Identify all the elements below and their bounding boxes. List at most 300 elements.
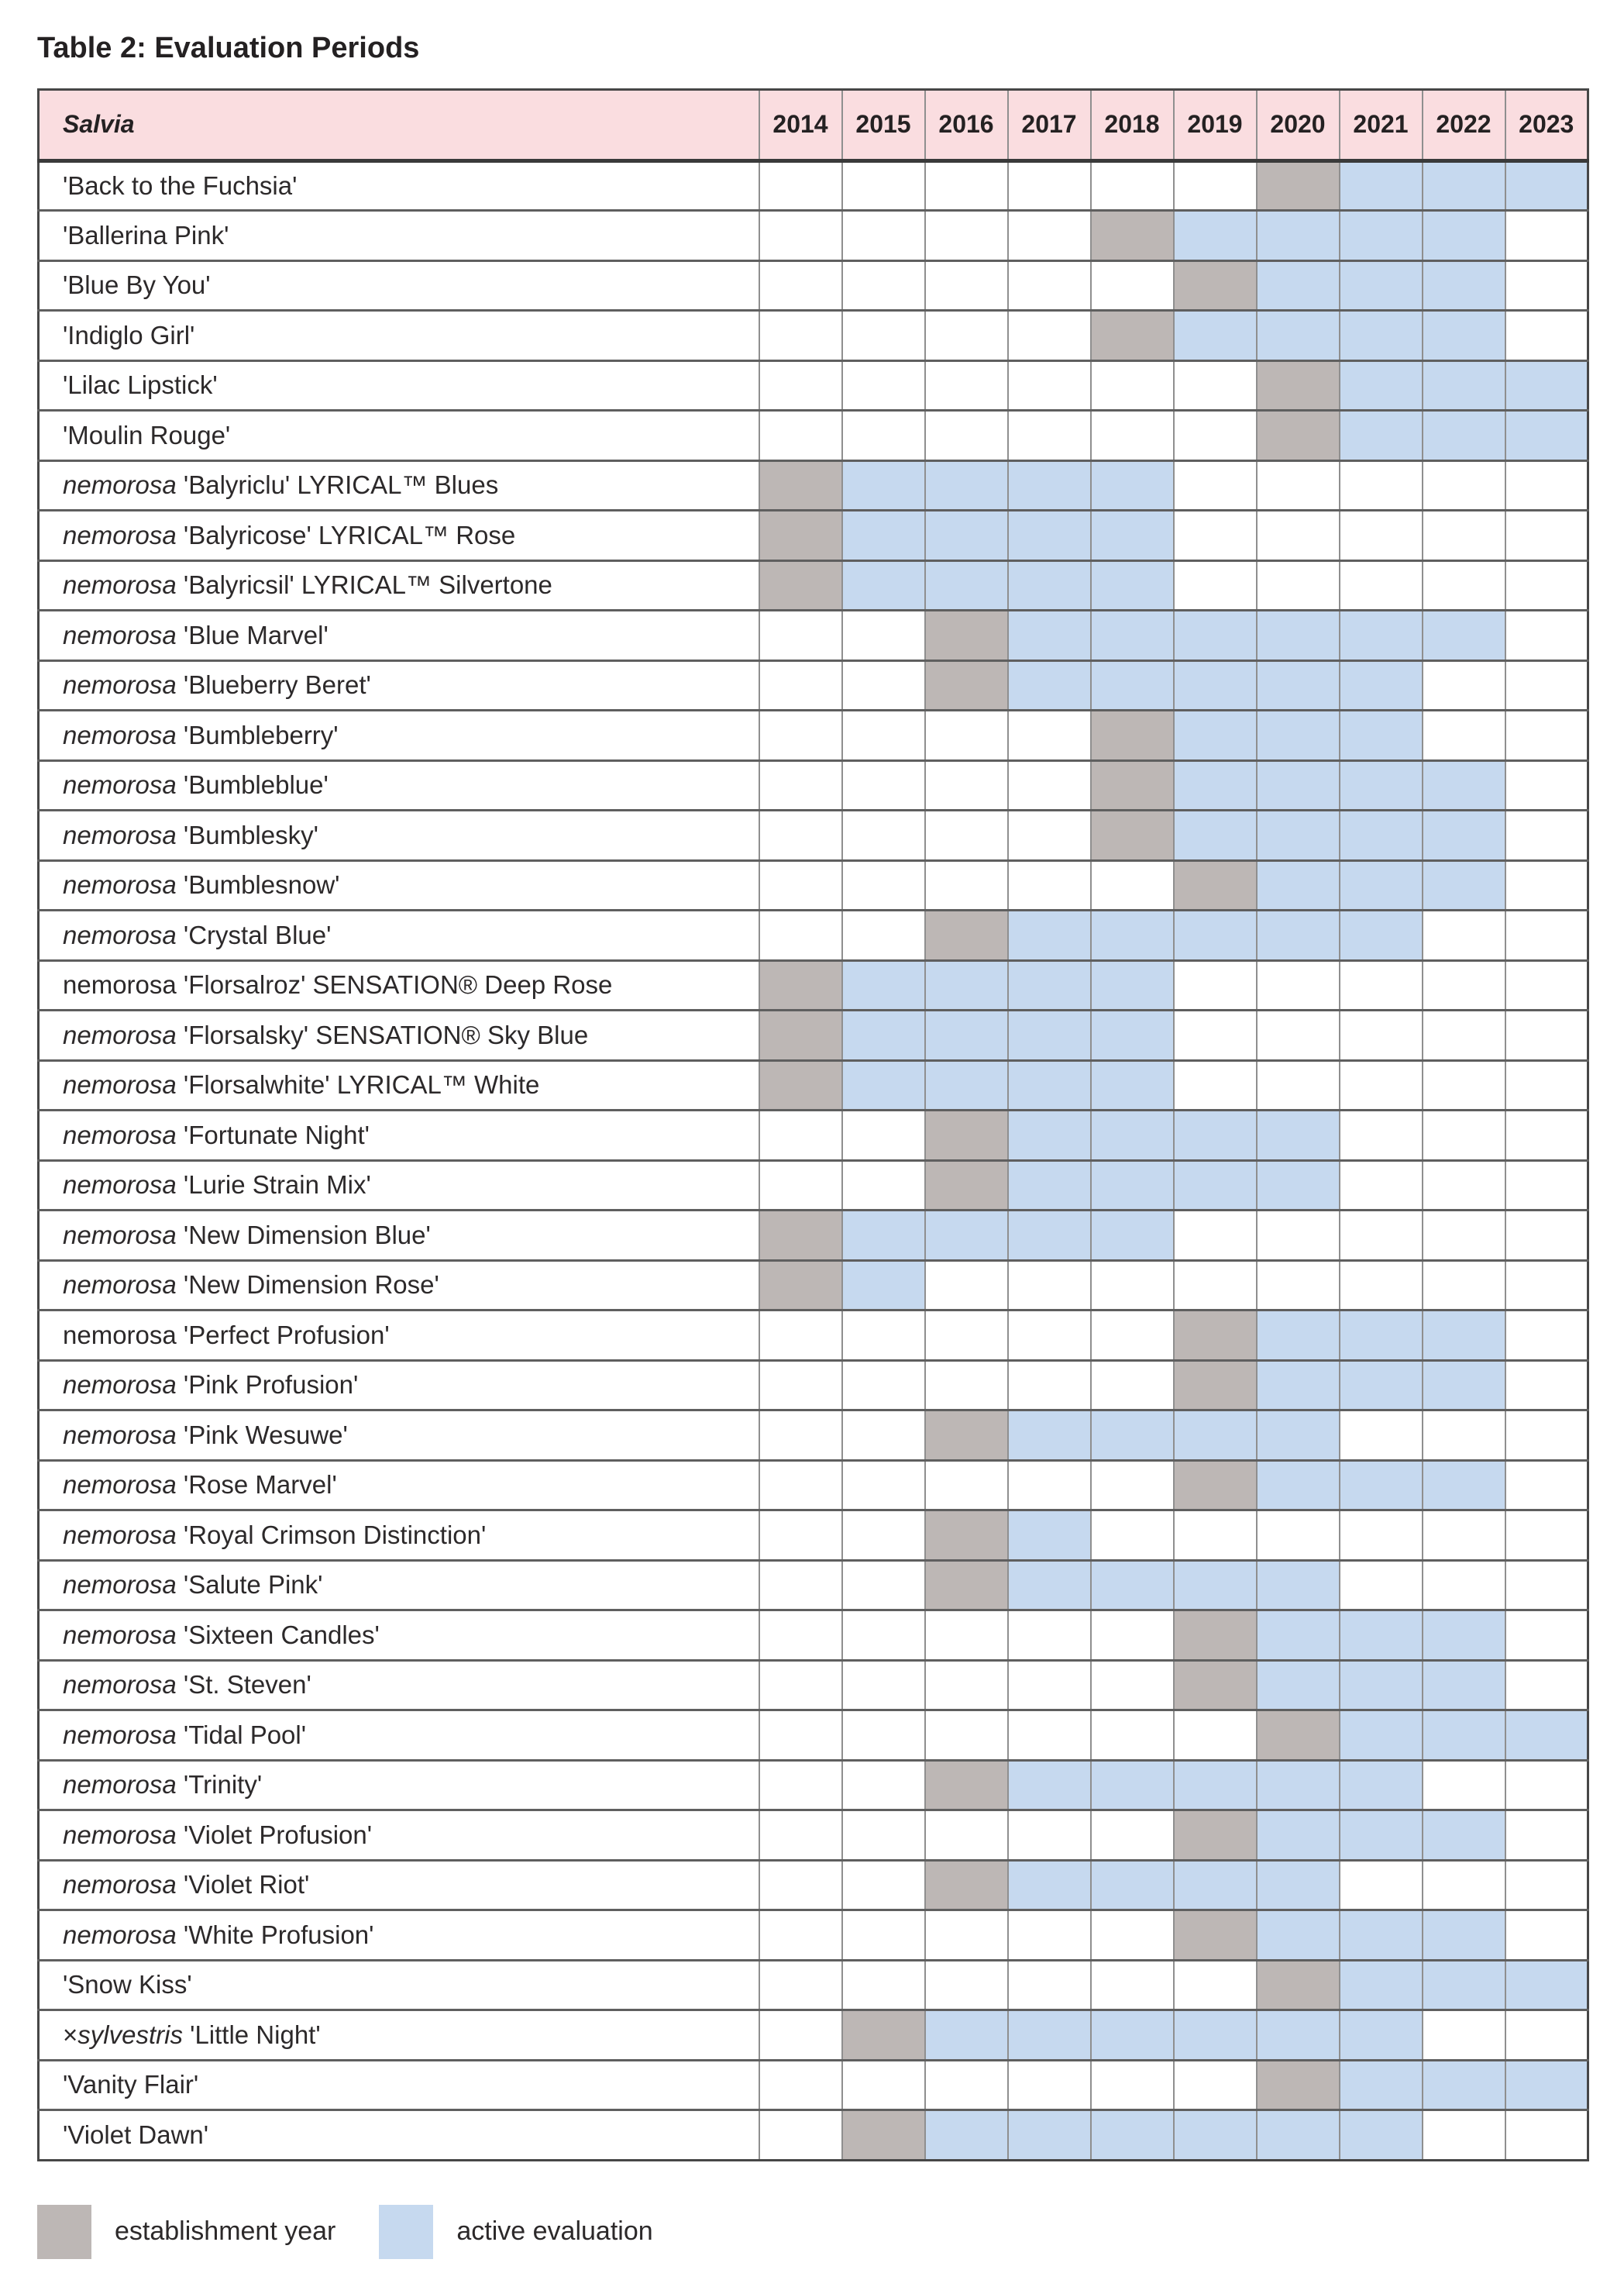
- year-cell-empty: [842, 611, 925, 661]
- year-cell-empty: [1505, 1660, 1588, 1710]
- year-cell-empty: [1505, 1410, 1588, 1461]
- cultivar-text: 'Pink Wesuwe': [176, 1420, 348, 1449]
- year-cell-evaluation: [1008, 1111, 1091, 1161]
- cultivar-name: [39, 1910, 759, 1961]
- year-cell-empty: [842, 1460, 925, 1510]
- year-cell-empty: [1505, 1510, 1588, 1561]
- year-cell-evaluation: [1257, 1610, 1340, 1661]
- year-cell-empty: [1505, 1211, 1588, 1261]
- year-cell-empty: [1008, 1710, 1091, 1761]
- year-cell-evaluation: [1091, 1560, 1174, 1610]
- year-cell-establishment: [759, 460, 842, 511]
- cultivar-text: 'Lurie Strain Mix': [176, 1170, 371, 1200]
- year-cell-evaluation: [842, 511, 925, 561]
- year-cell-empty: [1505, 1760, 1588, 1810]
- year-cell-evaluation: [1340, 1760, 1423, 1810]
- cultivar-text: 'Back to the Fuchsia': [63, 170, 298, 200]
- cultivar-text: 'Florsalsky' SENSATION® Sky Blue: [176, 1020, 589, 1049]
- year-cell-evaluation: [1340, 2010, 1423, 2061]
- year-column-header-2014: 2014: [759, 89, 842, 160]
- year-cell-empty: [1423, 1510, 1505, 1561]
- year-cell-establishment: [842, 2010, 925, 2061]
- year-cell-evaluation: [1174, 211, 1257, 261]
- year-cell-evaluation: [1174, 1560, 1257, 1610]
- year-cell-empty: [1423, 2010, 1505, 2061]
- cultivar-text: 'Trinity': [176, 1770, 263, 1800]
- year-cell-empty: [842, 911, 925, 961]
- year-cell-empty: [842, 660, 925, 711]
- year-cell-empty: [759, 760, 842, 811]
- table-row: [39, 660, 1588, 711]
- year-cell-empty: [1423, 711, 1505, 761]
- year-cell-evaluation: [1091, 1860, 1174, 1910]
- year-cell-empty: [842, 211, 925, 261]
- year-cell-empty: [1257, 960, 1340, 1011]
- year-cell-empty: [759, 211, 842, 261]
- cultivar-text: 'Indiglo Girl': [63, 320, 195, 350]
- year-cell-empty: [1008, 760, 1091, 811]
- year-cell-empty: [1340, 1260, 1423, 1310]
- table-row: [39, 1360, 1588, 1410]
- cultivar-text: 'Violet Profusion': [176, 1820, 373, 1849]
- year-cell-establishment: [1091, 760, 1174, 811]
- cultivar-text: 'Blueberry Beret': [176, 670, 371, 700]
- cultivar-text: nemorosa 'Perfect Profusion': [63, 1320, 390, 1349]
- year-cell-empty: [842, 860, 925, 911]
- year-cell-evaluation: [1174, 760, 1257, 811]
- year-cell-evaluation: [1257, 760, 1340, 811]
- year-cell-evaluation: [1008, 1011, 1091, 1061]
- cultivar-name: [39, 1011, 759, 1061]
- species-name: nemorosa: [63, 1520, 177, 1549]
- year-cell-evaluation: [1340, 611, 1423, 661]
- year-cell-empty: [1008, 1460, 1091, 1510]
- year-cell-evaluation: [1423, 1810, 1505, 1861]
- year-cell-evaluation: [1257, 1410, 1340, 1461]
- year-column-header-2018: 2018: [1091, 89, 1174, 160]
- species-name: sylvestris: [77, 2020, 183, 2049]
- year-cell-empty: [759, 1960, 842, 2010]
- year-cell-empty: [1340, 960, 1423, 1011]
- year-cell-empty: [1174, 1060, 1257, 1111]
- year-cell-evaluation: [1340, 1710, 1423, 1761]
- year-cell-empty: [1008, 1360, 1091, 1410]
- year-cell-empty: [1423, 1760, 1505, 1810]
- year-cell-evaluation: [1008, 2110, 1091, 2161]
- year-cell-establishment: [759, 1011, 842, 1061]
- year-cell-empty: [1505, 211, 1588, 261]
- cultivar-name: [39, 1060, 759, 1111]
- year-cell-empty: [925, 1260, 1008, 1310]
- year-cell-establishment: [1174, 1610, 1257, 1661]
- year-column-header-2021: 2021: [1340, 89, 1423, 160]
- year-cell-empty: [759, 711, 842, 761]
- year-cell-empty: [1505, 311, 1588, 361]
- year-cell-empty: [925, 211, 1008, 261]
- species-name: nemorosa: [63, 1470, 177, 1500]
- year-cell-empty: [842, 1360, 925, 1410]
- year-cell-evaluation: [925, 2110, 1008, 2161]
- year-cell-evaluation: [1008, 1160, 1091, 1211]
- year-cell-empty: [842, 2060, 925, 2110]
- cultivar-text: 'Moulin Rouge': [63, 420, 231, 449]
- year-cell-evaluation: [1008, 660, 1091, 711]
- cultivar-text: 'Violet Riot': [176, 1870, 310, 1899]
- year-cell-empty: [1008, 260, 1091, 311]
- year-cell-empty: [759, 2060, 842, 2110]
- year-cell-empty: [1423, 1111, 1505, 1161]
- year-cell-evaluation: [1091, 960, 1174, 1011]
- table-row: [39, 260, 1588, 311]
- table-row: [39, 1410, 1588, 1461]
- year-cell-evaluation: [1008, 1060, 1091, 1111]
- year-cell-establishment: [1091, 711, 1174, 761]
- year-cell-establishment: [1257, 1960, 1340, 2010]
- cultivar-name: [39, 2110, 759, 2161]
- year-cell-empty: [759, 811, 842, 861]
- year-cell-evaluation: [1008, 460, 1091, 511]
- year-cell-evaluation: [1340, 411, 1423, 461]
- cultivar-name: [39, 1960, 759, 2010]
- year-cell-empty: [1257, 460, 1340, 511]
- year-column-header-2023: 2023: [1505, 89, 1588, 160]
- year-cell-evaluation: [1091, 511, 1174, 561]
- year-cell-empty: [1091, 1510, 1174, 1561]
- year-cell-empty: [759, 2110, 842, 2161]
- year-cell-establishment: [925, 1860, 1008, 1910]
- year-cell-evaluation: [925, 2010, 1008, 2061]
- year-cell-empty: [1091, 1660, 1174, 1710]
- cultivar-name: [39, 1111, 759, 1161]
- year-cell-empty: [759, 1410, 842, 1461]
- table-row: [39, 1710, 1588, 1761]
- year-cell-evaluation: [1423, 1610, 1505, 1661]
- year-cell-evaluation: [1257, 211, 1340, 261]
- year-cell-empty: [842, 1960, 925, 2010]
- species-name: nemorosa: [63, 820, 177, 849]
- year-cell-evaluation: [1008, 1860, 1091, 1910]
- year-cell-empty: [925, 1960, 1008, 2010]
- year-cell-evaluation: [1340, 2060, 1423, 2110]
- year-cell-empty: [1008, 811, 1091, 861]
- cultivar-text: 'Pink Profusion': [176, 1370, 359, 1400]
- year-cell-empty: [1505, 1111, 1588, 1161]
- species-name: nemorosa: [63, 1620, 177, 1649]
- year-cell-empty: [1008, 160, 1091, 211]
- year-cell-empty: [759, 1760, 842, 1810]
- year-cell-empty: [1174, 1260, 1257, 1310]
- cultivar-text: 'Sixteen Candles': [176, 1620, 380, 1649]
- legend-item-evaluation: [379, 2205, 652, 2259]
- year-cell-empty: [1008, 1910, 1091, 1961]
- year-cell-empty: [842, 711, 925, 761]
- cultivar-name: [39, 1760, 759, 1810]
- cultivar-name: [39, 1860, 759, 1910]
- year-cell-evaluation: [842, 1211, 925, 1261]
- year-cell-establishment: [925, 1760, 1008, 1810]
- cultivar-name: [39, 1310, 759, 1361]
- year-cell-evaluation: [1505, 160, 1588, 211]
- species-name: nemorosa: [63, 1120, 177, 1149]
- year-cell-evaluation: [1257, 860, 1340, 911]
- year-cell-empty: [759, 311, 842, 361]
- year-cell-establishment: [1174, 1310, 1257, 1361]
- cultivar-name: [39, 1560, 759, 1610]
- year-cell-empty: [1008, 860, 1091, 911]
- year-cell-empty: [1340, 1011, 1423, 1061]
- year-cell-establishment: [1257, 411, 1340, 461]
- table-row: [39, 1910, 1588, 1961]
- year-cell-empty: [925, 411, 1008, 461]
- year-cell-empty: [1257, 1260, 1340, 1310]
- cultivar-text: 'Salute Pink': [176, 1570, 323, 1600]
- year-cell-empty: [1423, 1410, 1505, 1461]
- year-cell-evaluation: [1340, 860, 1423, 911]
- year-cell-empty: [1423, 1260, 1505, 1310]
- year-cell-empty: [1505, 511, 1588, 561]
- cultivar-text: 'Florsalwhite' LYRICAL™ White: [176, 1070, 540, 1100]
- year-cell-evaluation: [1257, 811, 1340, 861]
- cultivar-name: [39, 1810, 759, 1861]
- year-cell-evaluation: [1423, 211, 1505, 261]
- table-row: [39, 311, 1588, 361]
- year-cell-empty: [1340, 1510, 1423, 1561]
- year-cell-empty: [1340, 1111, 1423, 1161]
- year-cell-empty: [759, 1710, 842, 1761]
- year-cell-evaluation: [925, 1060, 1008, 1111]
- year-cell-evaluation: [1423, 1460, 1505, 1510]
- year-cell-empty: [1505, 1011, 1588, 1061]
- year-cell-evaluation: [1423, 1360, 1505, 1410]
- year-cell-evaluation: [1423, 860, 1505, 911]
- year-cell-establishment: [1257, 2060, 1340, 2110]
- year-cell-evaluation: [925, 1011, 1008, 1061]
- cultivar-text: 'Royal Crimson Distinction': [176, 1520, 487, 1549]
- species-name: nemorosa: [63, 1920, 177, 1949]
- year-cell-establishment: [1174, 860, 1257, 911]
- year-cell-empty: [759, 1610, 842, 1661]
- year-cell-empty: [759, 1310, 842, 1361]
- cultivar-text: 'Balyriclu' LYRICAL™ Blues: [176, 470, 499, 500]
- year-cell-evaluation: [1091, 2010, 1174, 2061]
- year-cell-establishment: [925, 1111, 1008, 1161]
- species-name: nemorosa: [63, 870, 177, 900]
- year-cell-empty: [1008, 311, 1091, 361]
- year-cell-evaluation: [1340, 1660, 1423, 1710]
- year-cell-empty: [1423, 460, 1505, 511]
- year-cell-empty: [842, 1660, 925, 1710]
- cultivar-text: 'Little Night': [182, 2020, 321, 2049]
- year-cell-empty: [925, 1310, 1008, 1361]
- table-row: [39, 860, 1588, 911]
- year-cell-empty: [1174, 411, 1257, 461]
- year-cell-evaluation: [1257, 311, 1340, 361]
- year-cell-evaluation: [1423, 760, 1505, 811]
- cultivar-name: [39, 2010, 759, 2061]
- year-cell-empty: [925, 760, 1008, 811]
- species-name: nemorosa: [63, 770, 177, 800]
- year-cell-evaluation: [1257, 1560, 1340, 1610]
- species-name: nemorosa: [63, 1670, 177, 1700]
- year-cell-evaluation: [925, 511, 1008, 561]
- table-body: [39, 160, 1588, 2160]
- table-row: [39, 2110, 1588, 2161]
- year-cell-empty: [1423, 1160, 1505, 1211]
- year-cell-empty: [1008, 411, 1091, 461]
- year-cell-empty: [1174, 1960, 1257, 2010]
- year-cell-evaluation: [1423, 260, 1505, 311]
- year-cell-evaluation: [1340, 760, 1423, 811]
- year-cell-empty: [842, 1560, 925, 1610]
- year-cell-empty: [925, 360, 1008, 411]
- year-cell-evaluation: [1257, 1310, 1340, 1361]
- year-cell-empty: [842, 1610, 925, 1661]
- cultivar-text: 'Violet Dawn': [63, 2120, 209, 2149]
- year-cell-establishment: [759, 1060, 842, 1111]
- cultivar-name: [39, 160, 759, 211]
- cultivar-name: [39, 711, 759, 761]
- cultivar-text: 'Ballerina Pink': [63, 220, 229, 250]
- year-cell-evaluation: [1257, 911, 1340, 961]
- year-cell-empty: [925, 860, 1008, 911]
- table-row: [39, 1860, 1588, 1910]
- year-cell-empty: [925, 1360, 1008, 1410]
- year-cell-empty: [1091, 2060, 1174, 2110]
- year-cell-empty: [1423, 1060, 1505, 1111]
- legend-label: establishment year: [115, 2216, 336, 2247]
- year-cell-evaluation: [1423, 360, 1505, 411]
- year-cell-establishment: [759, 560, 842, 611]
- species-name: nemorosa: [63, 920, 177, 949]
- year-cell-empty: [1505, 460, 1588, 511]
- year-cell-evaluation: [1257, 1910, 1340, 1961]
- year-cell-establishment: [1174, 1660, 1257, 1710]
- year-cell-empty: [1174, 511, 1257, 561]
- year-cell-empty: [1257, 560, 1340, 611]
- year-cell-empty: [842, 1160, 925, 1211]
- year-cell-empty: [1008, 211, 1091, 261]
- year-cell-empty: [1174, 1211, 1257, 1261]
- table-row: [39, 611, 1588, 661]
- year-cell-empty: [925, 260, 1008, 311]
- year-cell-evaluation: [1423, 160, 1505, 211]
- year-cell-evaluation: [1257, 1860, 1340, 1910]
- table-row: [39, 911, 1588, 961]
- evaluation-periods-table: [37, 88, 1589, 2161]
- year-cell-empty: [842, 1111, 925, 1161]
- year-cell-evaluation: [1423, 1960, 1505, 2010]
- year-cell-evaluation: [1091, 460, 1174, 511]
- species-name: nemorosa: [63, 1870, 177, 1899]
- year-cell-empty: [759, 1160, 842, 1211]
- year-cell-empty: [1174, 360, 1257, 411]
- year-cell-evaluation: [1340, 211, 1423, 261]
- year-cell-evaluation: [1008, 1211, 1091, 1261]
- year-cell-evaluation: [925, 1211, 1008, 1261]
- cultivar-text: 'Balyricose' LYRICAL™ Rose: [176, 520, 516, 549]
- table-row: [39, 1160, 1588, 1211]
- year-cell-empty: [1505, 760, 1588, 811]
- year-cell-empty: [1505, 260, 1588, 311]
- year-cell-empty: [842, 811, 925, 861]
- year-cell-evaluation: [1340, 311, 1423, 361]
- cultivar-text: 'Blue Marvel': [176, 620, 329, 649]
- species-name: nemorosa: [63, 1720, 177, 1749]
- year-cell-empty: [1008, 1610, 1091, 1661]
- year-cell-empty: [925, 1660, 1008, 1710]
- year-cell-evaluation: [1340, 660, 1423, 711]
- cultivar-text: 'Bumbleberry': [176, 720, 339, 749]
- year-cell-evaluation: [1423, 611, 1505, 661]
- year-cell-evaluation: [1423, 1710, 1505, 1761]
- year-cell-evaluation: [1340, 260, 1423, 311]
- year-cell-evaluation: [1257, 711, 1340, 761]
- table-row: [39, 1211, 1588, 1261]
- year-cell-empty: [1340, 1860, 1423, 1910]
- year-cell-evaluation: [1008, 560, 1091, 611]
- year-cell-empty: [1505, 1310, 1588, 1361]
- year-cell-evaluation: [1340, 811, 1423, 861]
- year-cell-empty: [1505, 1060, 1588, 1111]
- year-cell-empty: [1008, 1810, 1091, 1861]
- cultivar-name: [39, 1610, 759, 1661]
- year-cell-empty: [842, 260, 925, 311]
- cultivar-text: 'New Dimension Rose': [176, 1270, 439, 1300]
- year-cell-empty: [759, 860, 842, 911]
- year-cell-empty: [842, 1910, 925, 1961]
- year-cell-empty: [1257, 1211, 1340, 1261]
- table-row: [39, 211, 1588, 261]
- year-cell-evaluation: [1340, 1610, 1423, 1661]
- year-cell-evaluation: [1174, 611, 1257, 661]
- year-cell-establishment: [1257, 1710, 1340, 1761]
- year-cell-empty: [1340, 1160, 1423, 1211]
- table-row: [39, 1610, 1588, 1661]
- year-cell-empty: [759, 360, 842, 411]
- year-cell-empty: [1174, 460, 1257, 511]
- year-cell-evaluation: [925, 460, 1008, 511]
- cultivar-text: 'Snow Kiss': [63, 1970, 192, 1999]
- year-cell-empty: [759, 660, 842, 711]
- year-cell-empty: [1423, 1560, 1505, 1610]
- year-cell-empty: [1340, 511, 1423, 561]
- year-cell-empty: [842, 411, 925, 461]
- year-column-header-2016: 2016: [925, 89, 1008, 160]
- year-cell-empty: [1257, 1510, 1340, 1561]
- year-cell-empty: [1340, 1410, 1423, 1461]
- year-cell-evaluation: [1091, 660, 1174, 711]
- year-cell-empty: [1091, 1710, 1174, 1761]
- year-cell-evaluation: [1091, 1211, 1174, 1261]
- table-row: [39, 360, 1588, 411]
- year-cell-evaluation: [1091, 1111, 1174, 1161]
- year-cell-empty: [1423, 511, 1505, 561]
- table-row: [39, 1660, 1588, 1710]
- year-cell-evaluation: [1505, 360, 1588, 411]
- year-cell-evaluation: [1257, 260, 1340, 311]
- year-cell-empty: [1008, 1960, 1091, 2010]
- year-cell-evaluation: [1091, 560, 1174, 611]
- year-cell-empty: [1423, 2110, 1505, 2161]
- cultivar-name: [39, 1360, 759, 1410]
- year-cell-evaluation: [1091, 1760, 1174, 1810]
- year-cell-evaluation: [1340, 1310, 1423, 1361]
- year-cell-empty: [1174, 960, 1257, 1011]
- species-name: nemorosa: [63, 1220, 177, 1249]
- year-cell-empty: [1505, 1810, 1588, 1861]
- cultivar-name: [39, 760, 759, 811]
- year-cell-evaluation: [1174, 1111, 1257, 1161]
